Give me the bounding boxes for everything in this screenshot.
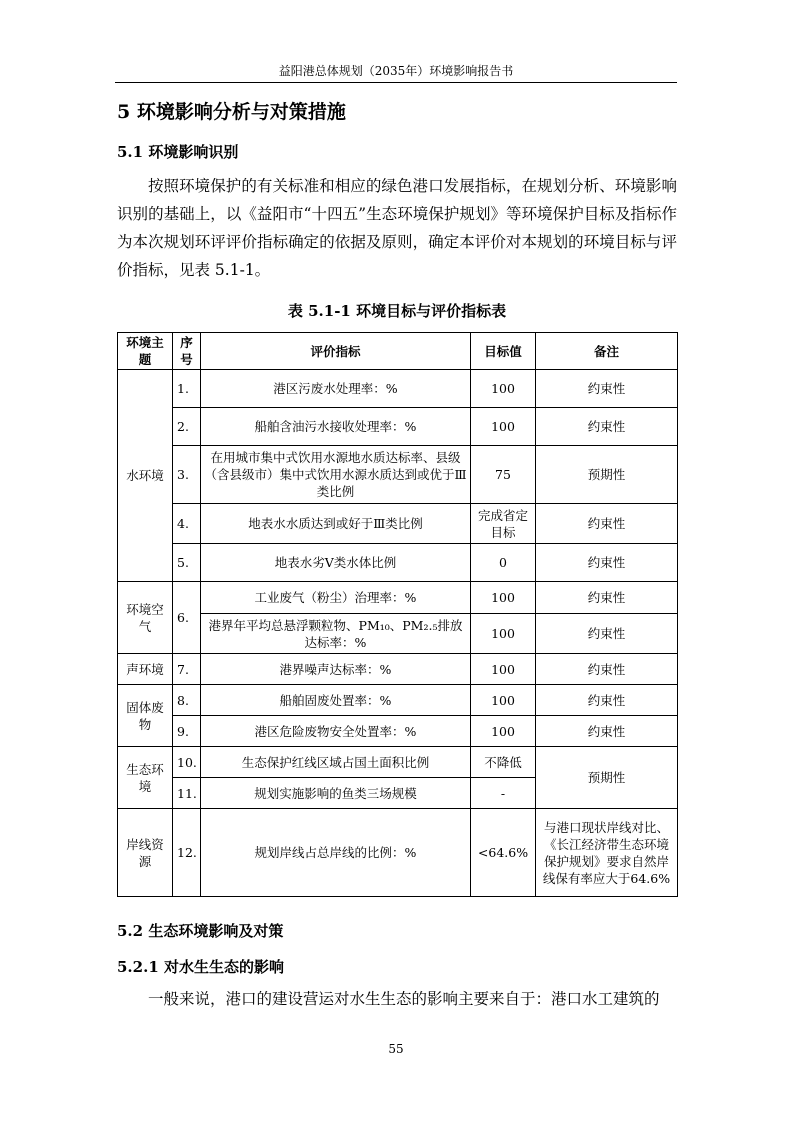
table-row [118, 716, 678, 747]
table-row [118, 408, 678, 446]
page-number: 55 [388, 1042, 404, 1056]
table-row [118, 370, 678, 408]
table-row [118, 654, 678, 685]
body-paragraph: 一般来说，港口的建设营运对水生生态的影响主要来自于：港口水工建筑的 [148, 990, 660, 1008]
row-target: 完成省定目标 [471, 504, 536, 544]
row-no: 6. [173, 582, 201, 654]
intro-paragraph: 按照环境保护的有关标准和相应的绿色港口发展指标，在规划分析、环境影响识别的基础上，以《益阳市“十四五”生态环境保护规划》等环境保护目标及指标作为本次规划环评评价指标确定的依据及原则，确定本评价对本规划的环境目标与评价指标，见表 5.1-1。 [117, 177, 677, 279]
row-remark: 约束性 [536, 504, 678, 544]
row-no: 8. [173, 685, 201, 716]
row-remark: 约束性 [536, 614, 678, 654]
row-indicator: 港区污废水处理率：% [201, 370, 471, 408]
row-no: 5. [173, 544, 201, 582]
row-no: 10. [173, 747, 201, 778]
row-indicator: 船舶含油污水接收处理率：% [201, 408, 471, 446]
row-remark: 与港口现状岸线对比、《长江经济带生态环境保护规划》要求自然岸线保有率应大于64.6% [536, 809, 678, 897]
row-indicator: 工业废气（粉尘）治理率：% [201, 582, 471, 614]
table-row [118, 685, 678, 716]
row-remark: 预期性 [536, 446, 678, 504]
table-header-row [118, 333, 678, 370]
indicator-table [117, 332, 678, 897]
row-target: 100 [471, 408, 536, 446]
row-indicator: 船舶固废处置率：% [201, 685, 471, 716]
row-no: 7. [173, 654, 201, 685]
row-target: - [471, 778, 536, 809]
row-no: 11. [173, 778, 201, 809]
row-remark: 约束性 [536, 716, 678, 747]
table-row [118, 809, 678, 897]
row-remark: 约束性 [536, 654, 678, 685]
row-target: 100 [471, 685, 536, 716]
section-5-2-1-title: 5.2.1 对水生生态的影响 [117, 958, 284, 976]
chapter-title: 5 环境影响分析与对策措施 [117, 101, 346, 123]
row-indicator: 港界年平均总悬浮颗粒物、PM₁₀、PM₂.₅排放达标率：% [201, 614, 471, 654]
col-no: 序号 [173, 333, 201, 370]
col-target: 目标值 [471, 333, 536, 370]
row-target: 100 [471, 716, 536, 747]
group-shore: 岸线资源 [118, 809, 173, 897]
row-target: 75 [471, 446, 536, 504]
group-eco: 生态环境 [118, 747, 173, 809]
row-remark: 约束性 [536, 582, 678, 614]
table-row [118, 582, 678, 614]
table-row [118, 544, 678, 582]
group-air: 环境空气 [118, 582, 173, 654]
row-no: 2. [173, 408, 201, 446]
row-target: 100 [471, 582, 536, 614]
row-no: 9. [173, 716, 201, 747]
col-remark: 备注 [536, 333, 678, 370]
section-5-2-title: 5.2 生态环境影响及对策 [117, 922, 284, 940]
page-header: 益阳港总体规划（2035年）环境影响报告书 [115, 62, 677, 83]
table-row [118, 614, 678, 654]
row-target: 100 [471, 654, 536, 685]
row-target: 不降低 [471, 747, 536, 778]
table-row [118, 504, 678, 544]
section-5-1-title: 5.1 环境影响识别 [117, 143, 239, 161]
row-no: 12. [173, 809, 201, 897]
col-indicator: 评价指标 [201, 333, 471, 370]
table-caption: 表 5.1-1 环境目标与评价指标表 [287, 302, 507, 320]
table-row [118, 747, 678, 778]
row-no: 1. [173, 370, 201, 408]
row-remark: 约束性 [536, 408, 678, 446]
row-indicator: 港界噪声达标率：% [201, 654, 471, 685]
row-indicator: 生态保护红线区域占国土面积比例 [201, 747, 471, 778]
col-theme: 环境主题 [118, 333, 173, 370]
row-remark: 约束性 [536, 685, 678, 716]
row-target: 100 [471, 370, 536, 408]
table-row [118, 446, 678, 504]
row-no: 4. [173, 504, 201, 544]
row-target: 0 [471, 544, 536, 582]
row-remark: 约束性 [536, 544, 678, 582]
row-indicator: 规划岸线占总岸线的比例：% [201, 809, 471, 897]
group-water: 水环境 [118, 370, 173, 582]
row-indicator: 规划实施影响的鱼类三场规模 [201, 778, 471, 809]
group-solid: 固体废物 [118, 685, 173, 747]
row-no: 3. [173, 446, 201, 504]
row-remark: 预期性 [536, 747, 678, 809]
row-indicator: 地表水劣Ⅴ类水体比例 [201, 544, 471, 582]
row-indicator: 港区危险废物安全处置率：% [201, 716, 471, 747]
row-target: <64.6% [471, 809, 536, 897]
row-indicator: 地表水水质达到或好于Ⅲ类比例 [201, 504, 471, 544]
row-remark: 约束性 [536, 370, 678, 408]
row-target: 100 [471, 614, 536, 654]
group-noise: 声环境 [118, 654, 173, 685]
row-indicator: 在用城市集中式饮用水源地水质达标率、县级（含县级市）集中式饮用水源水质达到或优于Ⅲ类比例 [201, 446, 471, 504]
